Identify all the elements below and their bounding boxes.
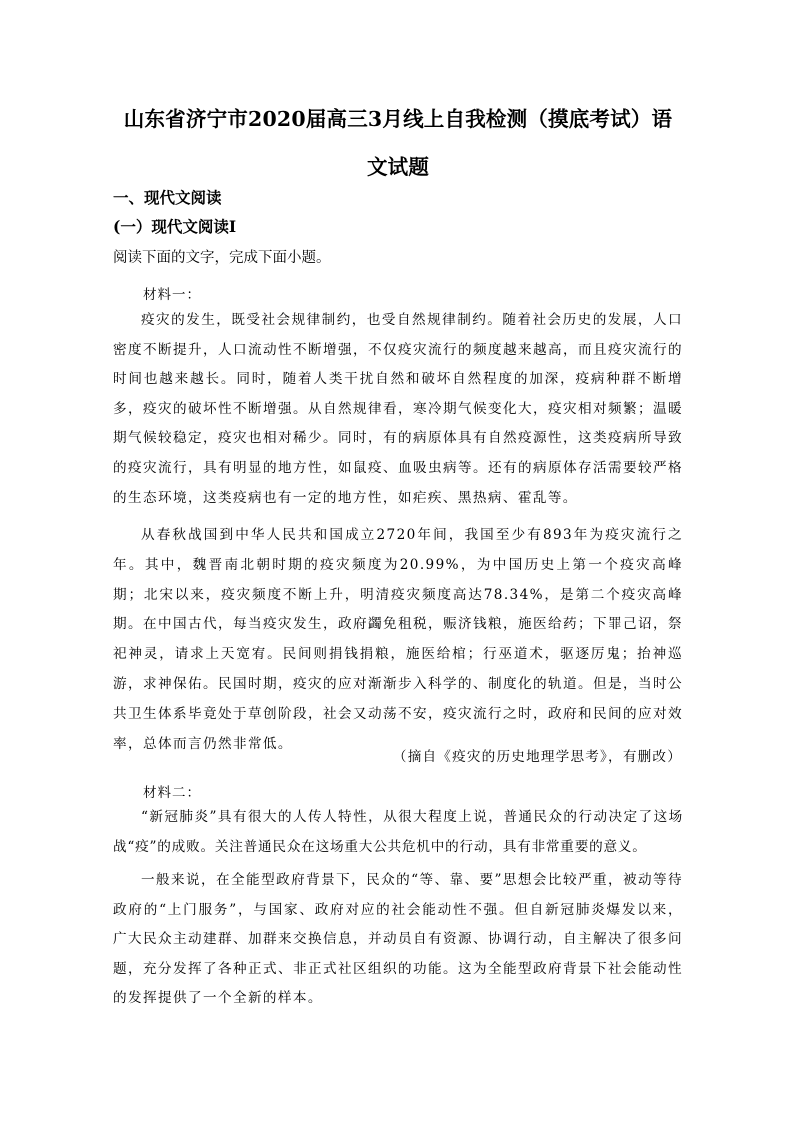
subsection-heading: (一）现代文阅读Ⅰ (113, 217, 237, 236)
material-one-citation: （摘自《疫灾的历史地理学思考》，有删改） (392, 749, 682, 765)
material-two-label: 材料二： (143, 785, 201, 801)
document-title-line2: 文试题 (366, 155, 430, 179)
material-two-paragraph-1: “新冠肺炎”具有很大的人传人特性，从很大程度上说，普通民众的行动决定了这场战“疫”的成败。关注普通民众在这场重大公共危机中的行动，具有非常重要的意义。 (113, 809, 683, 855)
material-one-paragraph-2: 从春秋战国到中华人民共和国成立2720年间，我国至少有893年为疫灾流行之年。其中，魏晋南北朝时期的疫灾频度为20.99%，为中国历史上第一个疫灾高峰期；北宋以来，疫灾频度不断上升，明清疫灾频度高达78.34%，是第二个疫灾高峰期。在中国古代，每当疫灾发生，政府蠲免租税，赈济钱粮，施医给药；下罪己诏，祭祀神灵，请求上天宽宥。民间则捐钱捐粮，施医给棺；行巫道术，驱逐厉鬼；抬神巡游，求神保佑。民国时期，疫灾的应对渐渐步入科学的、制度化的轨道。但是，当时公共卫生体系毕竟处于草创阶段，社会又动荡不安，疫灾流行之时，政府和民间的应对效率，总体而言仍然非常低。 (113, 527, 683, 752)
document-title-line1: 山东省济宁市2020届高三3月线上自我检测（摸底考试）语 (123, 107, 673, 131)
reading-instruction: 阅读下面的文字，完成下面小题。 (113, 250, 331, 266)
material-one-label: 材料一： (143, 287, 201, 303)
material-one-paragraph-1: 疫灾的发生，既受社会规律制约，也受自然规律制约。随着社会历史的发展，人口密度不断提升，人口流动性不断增强，不仅疫灾流行的频度越来越高，而且疫灾流行的时间也越来越长。同时，随着人类干扰自然和破坏自然程度的加深，疫病种群不断增多，疫灾的破坏性不断增强。从自然规律看，寒冷期气候变化大，疫灾相对频繁；温暖期气候较稳定，疫灾也相对稀少。同时，有的病原体具有自然疫源性，这类疫病所导致的疫灾流行，具有明显的地方性，如鼠疫、血吸虫病等。还有的病原体存活需要较严格的生态环境，这类疫病也有一定的地方性，如疟疾、黑热病、霍乱等。 (113, 312, 683, 506)
section-heading: 一、现代文阅读 (113, 188, 222, 207)
material-two-paragraph-2: 一般来说，在全能型政府背景下，民众的“等、靠、要”思想会比较严重，被动等待政府的“上门服务”，与国家、政府对应的社会能动性不强。但自新冠肺炎爆发以来，广大民众主动建群、加群来交换信息，并动员自有资源、协调行动，自主解决了很多问题，充分发挥了各种正式、非正式社区组织的功能。这为全能型政府背景下社会能动性的发挥提供了一个全新的样本。 (113, 872, 683, 1007)
